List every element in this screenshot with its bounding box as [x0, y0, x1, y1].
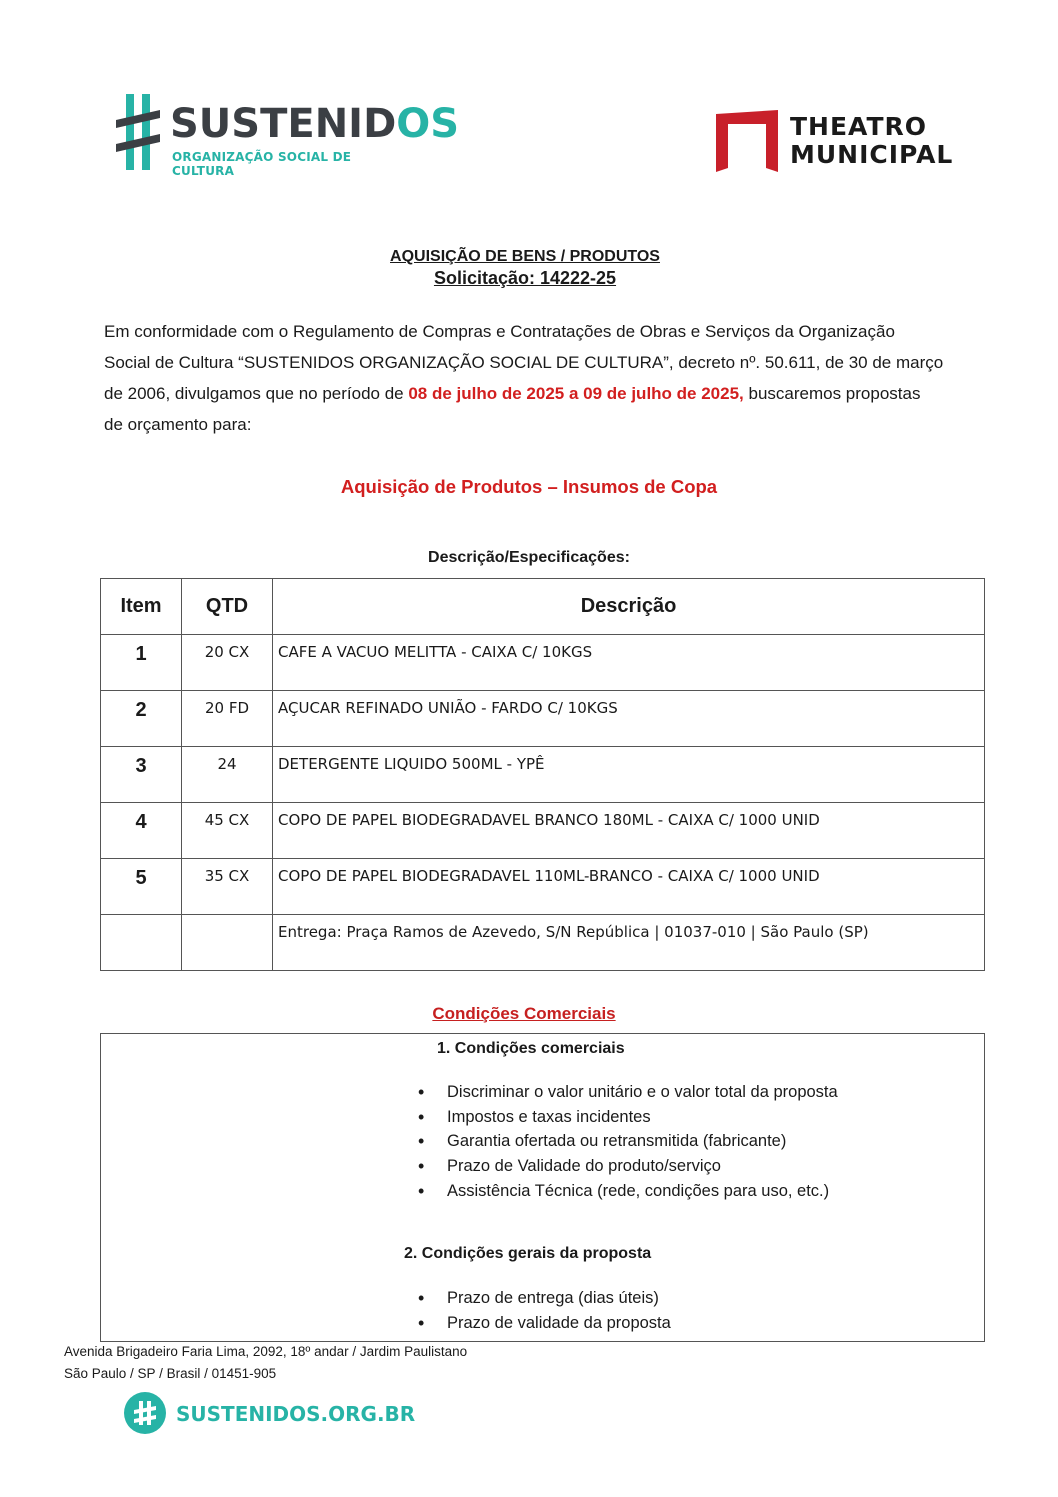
row-qtd: 24: [217, 755, 237, 773]
row-item: 5: [135, 867, 147, 889]
list-item: • Garantia ofertada ou retransmitida (fabricante): [418, 1129, 838, 1154]
hash-logo-icon: [116, 94, 160, 170]
table-row: [101, 691, 985, 747]
theatro-logo-line2: MUNICIPAL: [790, 140, 954, 169]
delivery-address: Entrega: Praça Ramos de Azevedo, S/N República | 01037-010 | São Paulo (SP): [278, 923, 869, 941]
footer-url: SUSTENIDOS.ORG.BR: [176, 1402, 416, 1426]
list-item: • Assistência Técnica (rede, condições para uso, etc.): [418, 1179, 838, 1204]
intro-paragraph: Em conformidade com o Regulamento de Compras e Contratações de Obras e Serviços da Organização Social de Cultura “SUSTENIDOS ORGANIZAÇÃO SOCIAL DE CULTURA”, decreto nº. 50.611, de 30 de março de 2006, divulgamos que no período de 08 de julho de 2025 a 09 de julho de 2025, buscaremos propostas de orçamento para:: [104, 322, 944, 434]
row-qtd: 45 CX: [204, 811, 250, 829]
conditions-section2-list: [418, 1286, 671, 1335]
request-number: Solicitação: 14222-25: [433, 268, 617, 288]
table-row: [101, 859, 985, 915]
sustenidos-logo: [116, 94, 460, 178]
table-header-row: [101, 579, 985, 635]
conditions-section2-title: 2. Condições gerais da proposta: [404, 1245, 652, 1262]
footer-logo: [124, 1390, 416, 1436]
footer-hash-icon: [124, 1392, 166, 1434]
row-item: 2: [135, 699, 147, 721]
header-qtd: QTD: [182, 579, 273, 635]
row-qtd: 20 CX: [204, 643, 250, 661]
row-item: 3: [135, 755, 147, 777]
list-item: • Prazo de validade da proposta: [418, 1311, 671, 1336]
delivery-row: [101, 915, 985, 971]
row-qtd: 20 FD: [204, 699, 250, 717]
table-row: [101, 635, 985, 691]
list-item: • Prazo de Validade do produto/serviço: [418, 1154, 838, 1179]
header-desc: Descrição: [273, 579, 985, 635]
row-item: 1: [135, 643, 147, 665]
row-desc: AÇUCAR REFINADO UNIÃO - FARDO C/ 10KGS: [278, 699, 618, 717]
row-item: 4: [135, 811, 147, 833]
footer-address-line2: São Paulo / SP / Brasil / 01451-905: [64, 1366, 277, 1381]
header-item: Item: [101, 579, 182, 635]
list-item: • Discriminar o valor unitário e o valor total da proposta: [418, 1080, 838, 1105]
document-title: AQUISIÇÃO DE BENS / PRODUTOS: [390, 248, 660, 265]
subject-title: Aquisição de Produtos – Insumos de Copa: [340, 476, 718, 497]
row-desc: CAFE A VACUO MELITTA - CAIXA C/ 10KGS: [278, 643, 593, 661]
list-item: • Impostos e taxas incidentes: [418, 1105, 838, 1130]
row-desc: COPO DE PAPEL BIODEGRADAVEL BRANCO 180ML - CAIXA C/ 1000 UNID: [278, 811, 820, 829]
theatro-arch-icon: [716, 110, 778, 172]
period-highlight: 08 de julho de 2025 a 09 de julho de 2025,: [408, 384, 744, 403]
conditions-section1-list: [418, 1080, 838, 1203]
footer-address-line1: Avenida Brigadeiro Faria Lima, 2092, 18º andar / Jardim Paulistano: [64, 1344, 468, 1359]
row-desc: DETERGENTE LIQUIDO 500ML - YPÊ: [278, 755, 545, 773]
theatro-logo-line1: THEATRO: [790, 112, 928, 141]
table-row: [101, 803, 985, 859]
theatro-municipal-logo: [716, 108, 956, 174]
table-row: [101, 747, 985, 803]
sustenidos-logo-name: SUSTENIDOS: [170, 101, 460, 147]
sustenidos-logo-subtitle: ORGANIZAÇÃO SOCIAL DE CULTURA: [172, 150, 352, 178]
conditions-section1-title: 1. Condições comerciais: [437, 1040, 625, 1057]
list-item: • Prazo de entrega (dias úteis): [418, 1286, 671, 1311]
specs-title: Descrição/Especificações:: [428, 549, 630, 566]
row-qtd: 35 CX: [204, 867, 250, 885]
items-table: [100, 578, 985, 971]
row-desc: COPO DE PAPEL BIODEGRADAVEL 110ML-BRANCO - CAIXA C/ 1000 UNID: [278, 867, 820, 885]
conditions-title: Condições Comerciais: [432, 1004, 616, 1023]
